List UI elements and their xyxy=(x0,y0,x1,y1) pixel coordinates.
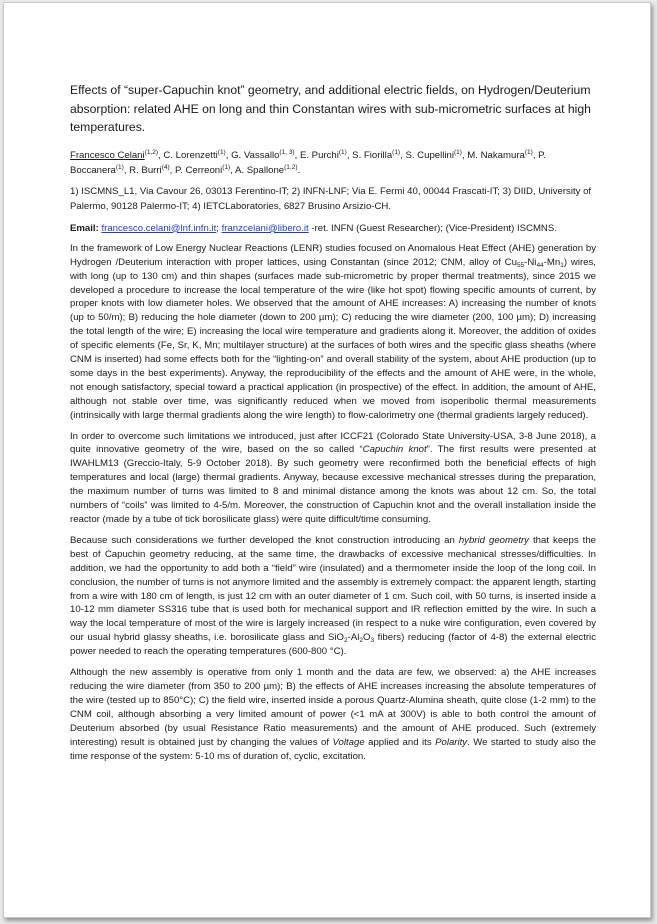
author-affiliation: (1) xyxy=(453,148,462,156)
author-name: S. Cupellini xyxy=(405,149,454,161)
email-link-primary[interactable]: francesco.celani@lnf.infn.it xyxy=(101,222,217,234)
abstract-paragraph-2 xyxy=(70,430,596,527)
email-link-secondary[interactable]: franzcelani@libero.it xyxy=(221,222,309,234)
paragraph-text: ) wires, with long (up to 130 cm) and thin shapes (surfaces made sub-micrometric by proper thermal treatments), since 2015 we developed a procedure to increase the local temperature of the wire (like hot spot) flowing specific amounts of current, by proper knots with low diameter holes. We observed that the amount of AHE increases: A) increasing the number of knots (up to 50/m); B) reducing the hole diameter (down to 200 µm); C) reducing the wire diameter (200, 100 µm); D) increasing the total length of the wire; E) increasing the local wire temperature and gradients along it. Moreover, the addition of oxides of specific elements (Fe, Sr, K, Mn; multilayer structure) at the surfaces of both wires and the specific glass sheaths (where CNM is inserted) had some effects both for the “lighting-on” and overall stability of the system, about AHE production (up to some days in the best experiments). Anyway, the reproducibility of the effects and the amount of AHE were, in the whole, not enough satisfactory, special toward a practical application (in prospective) of the effect. In addition, the amount of AHE, although not stable over time, was significantly reduced when we moved from isoperibolic thermal measurements (intrinsically with large thermal gradients along the wire length) to flow-calorimetry one (thermal gradients largely reduced). xyxy=(70,256,596,421)
paragraph-text: In order to overcome such limitations we introduced, just after ICCF21 (Colorado State University-USA, 3-8 June 2018), a quite innovative geometry of the wire, based on the so called “ xyxy=(70,430,596,456)
emphasis: hybrid geometry xyxy=(458,534,529,546)
author-affiliation: (1,2) xyxy=(144,148,159,156)
author-name: S. Fiorilla xyxy=(352,149,393,161)
paragraph-text: Because such considerations we further developed the knot construction introducing an xyxy=(70,534,459,546)
paragraph-text: -Mn xyxy=(543,256,561,268)
subscript: 44 xyxy=(536,261,544,269)
author-affiliation: (1) xyxy=(524,148,533,156)
paragraph-text: applied and its xyxy=(364,736,436,748)
subscript: 3 xyxy=(370,637,375,645)
author-affiliation: (1) xyxy=(222,163,231,171)
author-name: A. Spallone xyxy=(235,164,285,176)
author-name: R. Burri xyxy=(129,164,162,176)
abstract-paragraph-3 xyxy=(70,534,596,659)
author-affiliation: (1,2) xyxy=(284,163,298,171)
email-line xyxy=(70,221,596,236)
author-name: M. Nakamura xyxy=(467,149,525,161)
paragraph-text: that keeps the best of Capuchin geometry reducing, at the same time, the drawbacks of excessive mechanical stresses/difficulties. In addition, we had the opportunity to add both a “field” wire (insulated) and a thermometer inside the loop of the long coil. In conclusion, the number of turns is not anymore limited and the assembly is extremely compact: the apparent length, starting from a wire with 180 cm of length, is just 12 cm with an outer diameter of 1 cm. Such coil, with 50 turns, is inserted inside a 10-12 mm diameter SS316 tube that is used both for mechanical support and IR reflection emitted by the wire. In such a way the local temperature of most of the wire is largely increased (in respect to a nuke wire configuration, even covered by our usual hybrid glassy sheaths, i.e. borosilicate glass and SiO xyxy=(70,534,597,644)
affiliations: 1) ISCMNS_L1, Via Cavour 26, 03013 Ferentino-IT; 2) INFN-LNF; Via E. Fermi 40, 00044 Frascati-IT; 3) DIID, University of Palermo, 90128 Palermo-IT; 4) IETCLaboratories, 6827 Brusino Arsizio-CH. xyxy=(70,185,592,212)
emphasis: Capuchin knot xyxy=(362,444,427,456)
author-list: Francesco Celani$^{(1,2)}$, C. Lorenzetti$^{(1)}$, G. Vassallo$^{(1, 3)}$, E. Purchi$^{(1)}$, S. Fiorilla$^{(1)}$, S. Cupellini$^{(1)}$, M. Nakamura$^{(1)}$, P. Boccanera$^{(1)}$, R. Burri$^{(4)}$, P. Cerreoni$^{(1)}$, A. Spallone$^{(1,2)}$. xyxy=(70,148,546,176)
paragraph-text: -Al xyxy=(347,632,360,644)
author-affiliation: (1) xyxy=(392,148,401,156)
paragraph-text: -Ni xyxy=(524,256,537,268)
author-affiliation: (1, 3) xyxy=(279,148,295,156)
author-affiliation: (1) xyxy=(217,148,226,156)
author-name: P. Cerreoni xyxy=(174,164,223,176)
author-name: E. Purchi xyxy=(299,149,339,161)
subscript: 2 xyxy=(359,637,363,645)
author-name: G. Vassallo xyxy=(231,149,280,161)
emphasis: Polarity xyxy=(435,736,468,748)
author-affiliation: (4) xyxy=(161,163,170,171)
author-affiliation: (1) xyxy=(338,148,347,156)
author-name: P. Boccanera xyxy=(70,149,546,176)
email-label: Email: xyxy=(70,222,99,234)
document-page xyxy=(3,2,651,918)
email-separator: ; xyxy=(216,222,219,234)
paper-title: Effects of “super-Capuchin knot” geometry, and additional electric fields, on Hydrogen/Deuterium absorption: related AHE on long and thin Constantan wires with sub-micrometric surfaces at high temperatures. xyxy=(70,83,591,135)
paragraph-text: Although the new assembly is operative from only 1 month and the data are few, we observed: a) the AHE increases reducing the wire diameter (from 350 to 200 µm); B) the effects of AHE increases increasing the absolute temperatures of the wire (tested up to 850°C); C) the field wire, inserted inside a porous Quartz-Alumina sheath, quite close (1-2 mm) to the CNM coil, although absorbing a very limited amount of power (<1 mA at 300V) is able to both control the amount of Deuterium absorbed (by usual Resistance Ratio measurements) and the amount of AHE produced. Such (extremely interesting) result is obtained just by changing the values of xyxy=(70,667,596,748)
author-affiliation: (1) xyxy=(115,163,124,171)
document-content xyxy=(70,81,596,770)
paragraph-text: . We started to study also the time response of the system: 5-10 ms of duration of, cyclic, excitation. xyxy=(70,736,597,762)
subscript: 2 xyxy=(344,637,348,645)
abstract-paragraph-1 xyxy=(70,242,596,423)
paragraph-text: In the framework of Low Energy Nuclear Reactions (LENR) studies focused on Anomalous Heat Effect (AHE) generation by Hydrogen /Deuterium interaction with proper lattices, using Constantan (since 2012; CNM, alloy of Cu xyxy=(70,242,596,268)
email-note: -ret. INFN (Guest Researcher); (Vice-President) ISCMNS. xyxy=(308,222,557,234)
emphasis: Voltage xyxy=(332,736,365,748)
paragraph-text: fibers) reducing (factor of 4-8) the external electric power needed to reach the operating temperatures (600-800 °C). xyxy=(70,632,596,658)
subscript: 55 xyxy=(516,261,525,269)
author-name: Francesco Celani xyxy=(70,149,145,161)
paragraph-text: ”. The first results were presented at IWAHLM13 (Greccio-Italy, 5-9 October 2018). By such geometry were reconfirmed both the beneficial effects of high temperatures and local (large) thermal gradients. Anyway, because excessive mechanical stresses during the preparation, the maximum number of turns was limited to 8 and minimal distance among the knots was about 12 cm. So, the total numbers of “coils” was limited to 4-5/m. Moreover, the construction of Capuchin knot and the overall installation inside the reactor (made by a tube of tick borosilicate glass) were quite difficult/time consuming. xyxy=(70,444,596,525)
subscript: 1 xyxy=(560,261,564,269)
author-name: C. Lorenzetti xyxy=(163,149,218,161)
paragraph-text: O xyxy=(362,632,371,644)
abstract-paragraph-4 xyxy=(70,666,596,763)
